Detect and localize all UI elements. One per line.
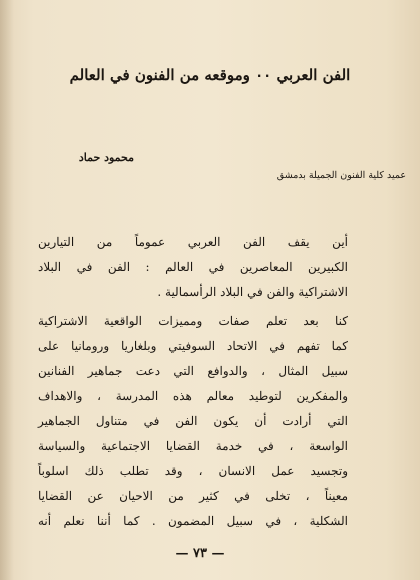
article-title: الفن العربي ۰۰ وموقعه من الفنون في العالم xyxy=(69,66,351,84)
paragraph-2-line: وتجسيد عمل الانسان ، وقد تطلب ذلك اسلوباً xyxy=(38,464,348,478)
paragraph-2-line: كنا بعد تعلم صفات ومميزات الواقعية الاشتراكية xyxy=(38,314,348,328)
paragraph-2-line: كما تفهم في الاتحاد السوفيتي وبلغاريا ورومانيا على xyxy=(38,339,348,353)
paragraph-2-line: الواسعة ، في خدمة القضايا الاجتماعية والسياسة xyxy=(38,439,348,453)
paragraph-2-line: معيناً ، تخلى في كثير من الاحيان عن القضايا xyxy=(38,489,348,503)
page-number: — ٧٣ — xyxy=(175,546,225,561)
paragraph-2-line: سبيل المثال ، والدوافع التي دعت جماهير الفنانين xyxy=(38,364,348,378)
author-name: محمود حماد xyxy=(78,151,134,164)
paragraph-2-line: والمفكرين لتوطيد معالم هذه المدرسة ، والاهداف xyxy=(38,389,348,403)
body-text xyxy=(38,230,348,534)
paragraph-1-line: الاشتراكية والفن في البلاد الرأسمالية . xyxy=(157,285,348,299)
paragraph-1-line: الكبيرين المعاصرين في العالم : الفن في البلاد xyxy=(38,260,348,274)
page-gutter-shadow xyxy=(0,0,14,580)
paragraph-2-line: الشكلية ، في سبيل المضمون . كما أننا نعلم أنه xyxy=(38,514,348,528)
author-affiliation: عميد كلية الفنون الجميلة بدمشق xyxy=(276,170,406,181)
paragraph-1-line: أين يقف الفن العربي عموماً من التيارين xyxy=(38,235,348,249)
paragraph-2-line: التي أرادت أن يكون الفن في متناول الجماهير xyxy=(38,414,348,428)
